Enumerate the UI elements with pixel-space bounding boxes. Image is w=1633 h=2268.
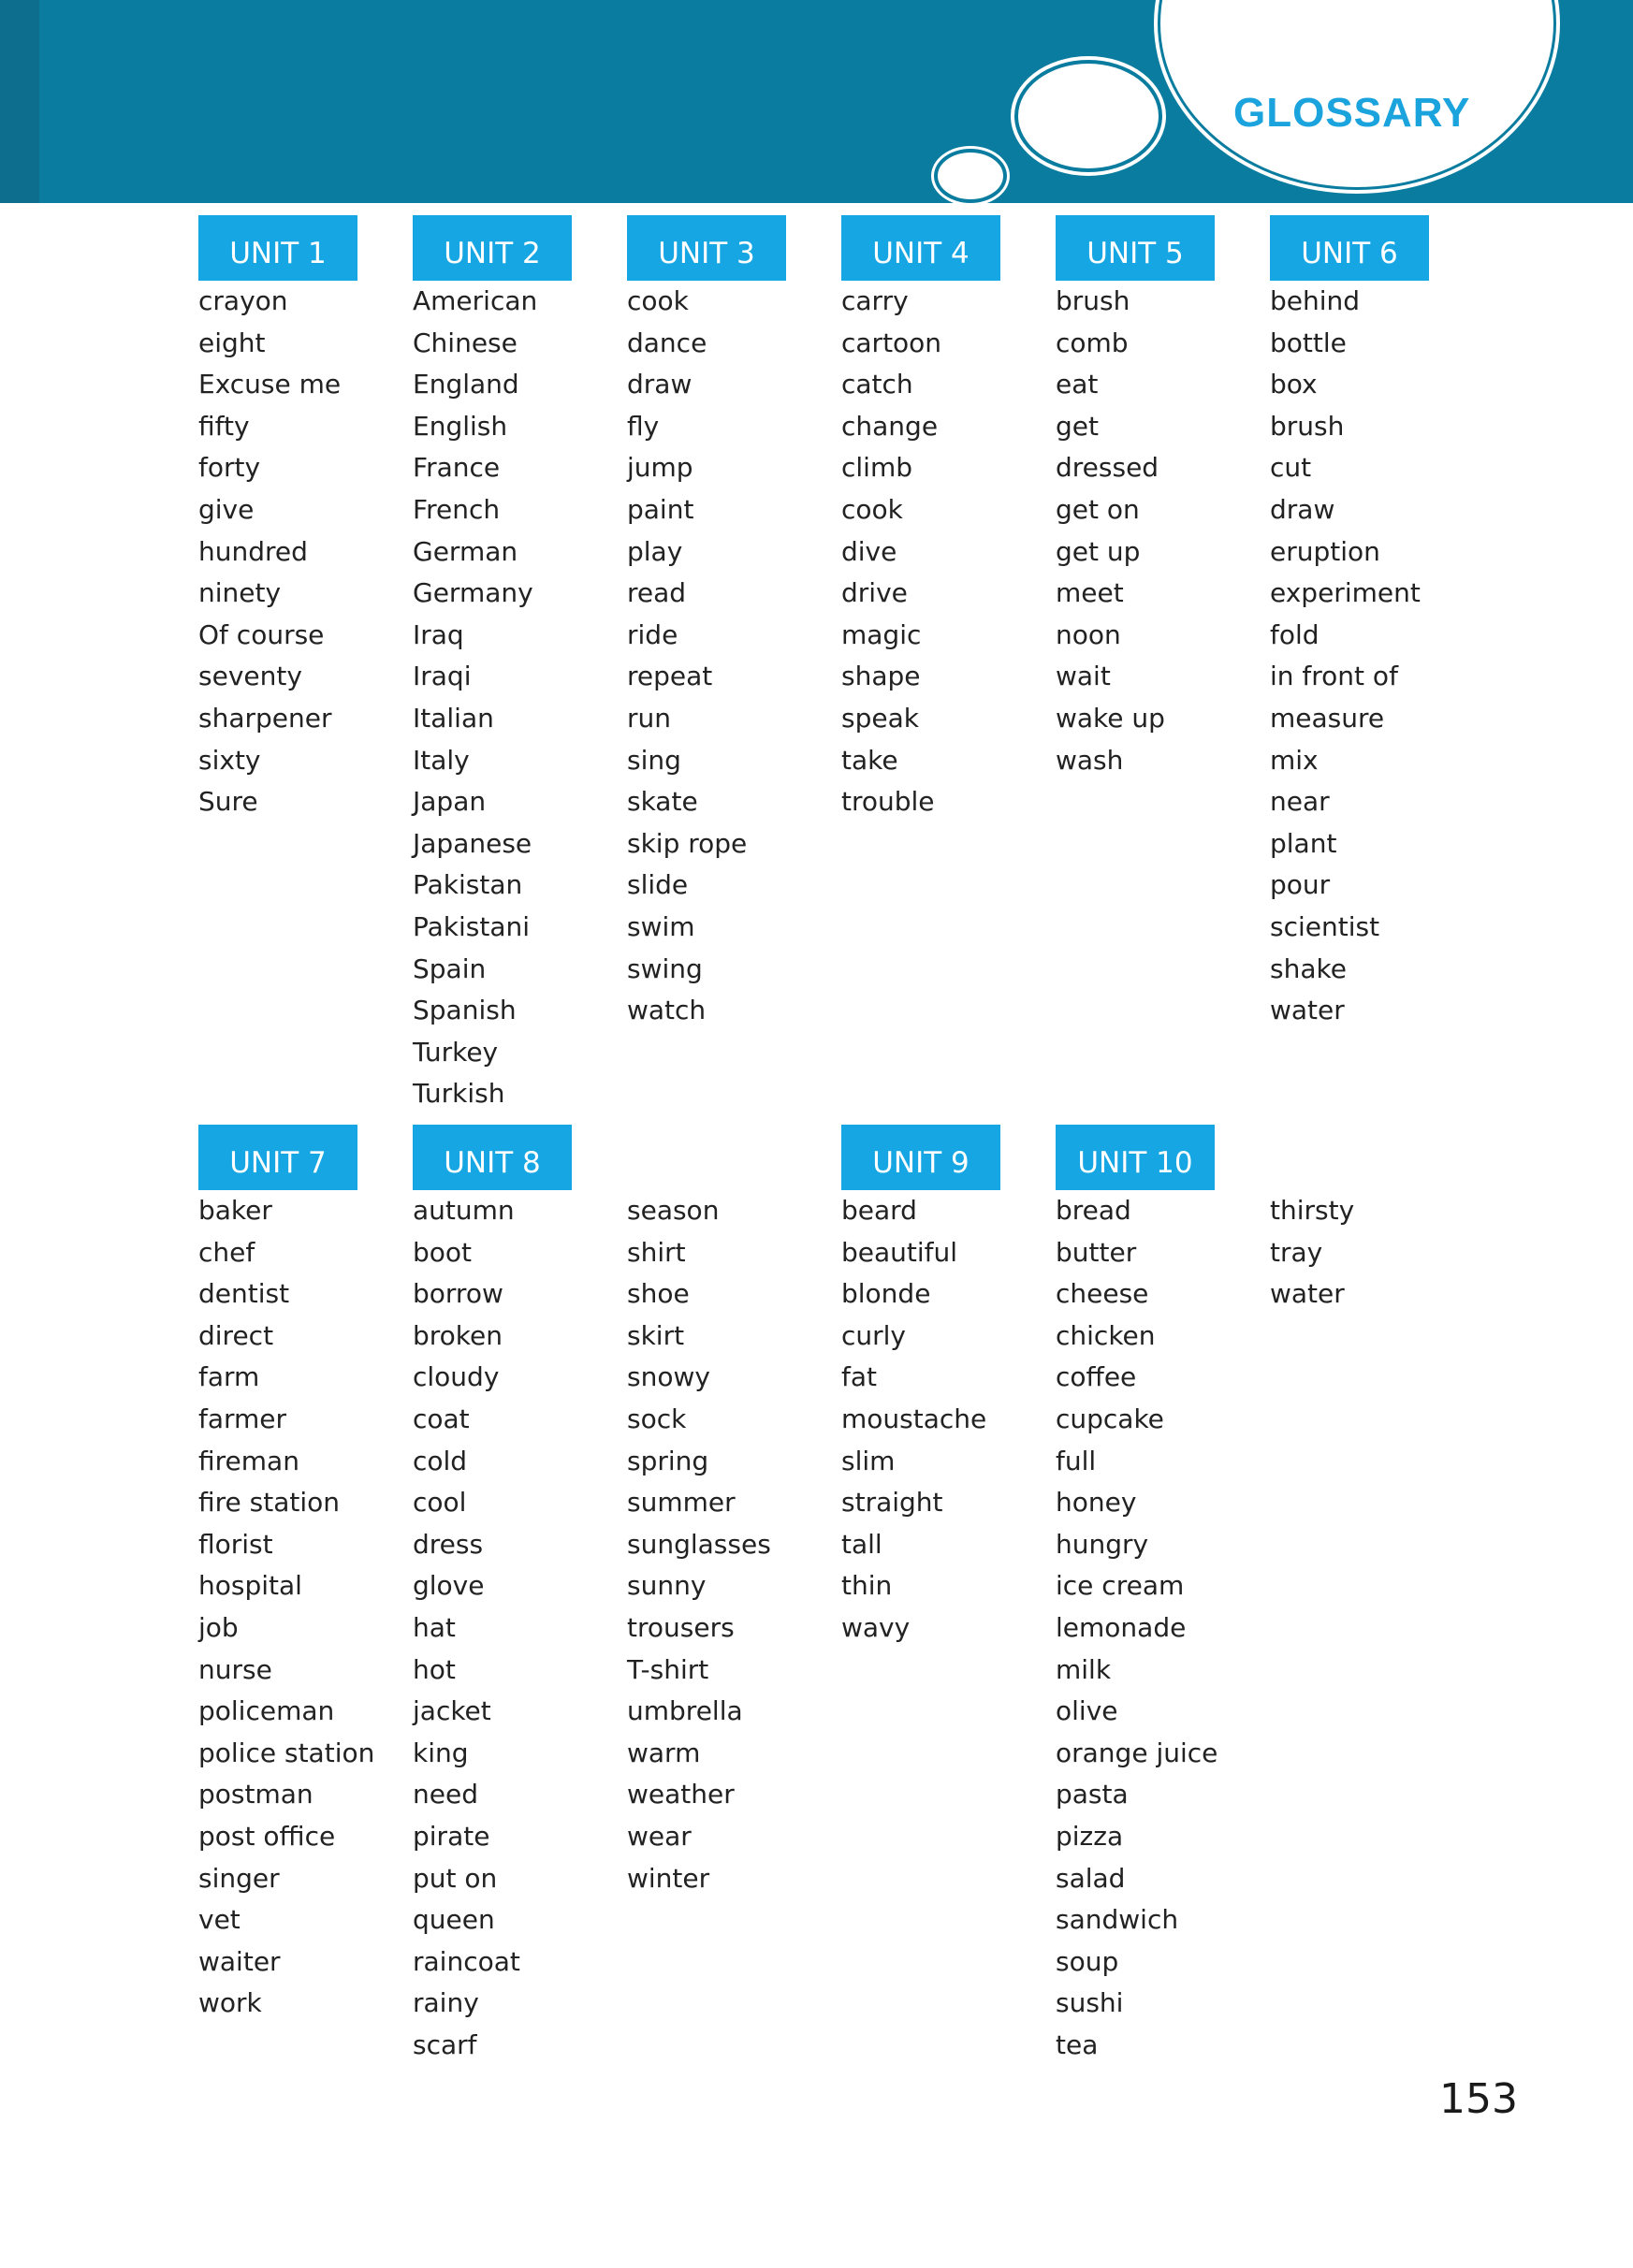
unit-heading: UNIT 3	[627, 215, 786, 281]
glossary-word: jacket	[413, 1695, 491, 1727]
glossary-word: paint	[627, 493, 694, 525]
glossary-word: raincoat	[413, 1945, 520, 1977]
unit-column	[1056, 215, 1257, 785]
glossary-word: moustache	[841, 1403, 987, 1434]
glossary-word: box	[1270, 369, 1318, 400]
glossary-word: hungry	[1056, 1528, 1149, 1560]
glossary-word: pour	[1270, 869, 1331, 901]
glossary-word: hot	[413, 1653, 456, 1685]
glossary-word: plant	[1270, 827, 1337, 859]
glossary-word: fat	[841, 1361, 877, 1393]
glossary-word: glove	[413, 1570, 485, 1602]
glossary-word: direct	[198, 1319, 274, 1351]
glossary-word: coffee	[1056, 1361, 1137, 1393]
glossary-word: waiter	[198, 1945, 281, 1977]
glossary-word: eight	[198, 327, 266, 358]
small-bubble-decoration	[938, 153, 1003, 199]
glossary-word: hospital	[198, 1570, 302, 1602]
glossary-word: water	[1270, 1278, 1345, 1310]
glossary-word: crayon	[198, 285, 288, 316]
glossary-word: get on	[1056, 493, 1140, 525]
glossary-word: full	[1056, 1445, 1097, 1476]
glossary-word: job	[198, 1611, 239, 1643]
glossary-word: dive	[841, 535, 897, 567]
word-list	[627, 284, 828, 1036]
word-list	[198, 1194, 400, 2028]
glossary-word: weather	[627, 1779, 735, 1810]
glossary-word: slide	[627, 869, 689, 901]
glossary-word: need	[413, 1779, 478, 1810]
glossary-word: fire station	[198, 1487, 341, 1519]
glossary-word: Italy	[413, 744, 470, 776]
unit-heading	[1270, 1125, 1429, 1190]
glossary-word: dressed	[1056, 452, 1159, 484]
glossary-word: skirt	[627, 1319, 685, 1351]
glossary-word: pizza	[1056, 1820, 1124, 1852]
glossary-word: sunny	[627, 1570, 707, 1602]
glossary-word: France	[413, 452, 501, 484]
glossary-word: summer	[627, 1487, 736, 1519]
glossary-word: sing	[627, 744, 681, 776]
glossary-word: American	[413, 285, 538, 316]
unit-column	[1270, 215, 1471, 1036]
glossary-word: Italian	[413, 702, 494, 734]
glossary-word: take	[841, 744, 898, 776]
glossary-word: sandwich	[1056, 1904, 1179, 1936]
glossary-word: thin	[841, 1570, 893, 1602]
glossary-word: tea	[1056, 2028, 1099, 2060]
glossary-word: cartoon	[841, 327, 942, 358]
glossary-word: trouble	[841, 786, 935, 818]
unit-heading: UNIT 1	[198, 215, 357, 281]
glossary-word: watch	[627, 995, 707, 1026]
unit-heading: UNIT 8	[413, 1125, 572, 1190]
glossary-word: wash	[1056, 744, 1124, 776]
glossary-word: in front of	[1270, 661, 1398, 692]
unit-heading: UNIT 4	[841, 215, 1000, 281]
glossary-word: eat	[1056, 369, 1099, 400]
glossary-word: English	[413, 410, 508, 442]
word-list	[413, 1194, 614, 2070]
glossary-word: draw	[627, 369, 693, 400]
glossary-word: pasta	[1056, 1779, 1129, 1810]
glossary-word: fold	[1270, 618, 1320, 650]
glossary-word: Iraqi	[413, 661, 472, 692]
unit-heading: UNIT 6	[1270, 215, 1429, 281]
glossary-word: sunglasses	[627, 1528, 771, 1560]
glossary-word: olive	[1056, 1695, 1118, 1727]
glossary-word: snowy	[627, 1361, 710, 1393]
glossary-word: measure	[1270, 702, 1385, 734]
glossary-word: nurse	[198, 1653, 272, 1685]
glossary-word: water	[1270, 995, 1345, 1026]
glossary-word: behind	[1270, 285, 1361, 316]
glossary-word: German	[413, 535, 518, 567]
glossary-word: cloudy	[413, 1361, 500, 1393]
medium-bubble-decoration	[1018, 64, 1159, 168]
glossary-word: run	[627, 702, 672, 734]
glossary-word: king	[413, 1737, 469, 1768]
glossary-word: cool	[413, 1487, 467, 1519]
glossary-word: ride	[627, 618, 678, 650]
glossary-word: umbrella	[627, 1695, 743, 1727]
banner-edge	[0, 0, 39, 203]
glossary-word: Chinese	[413, 327, 518, 358]
unit-column	[841, 1125, 1042, 1653]
glossary-word: butter	[1056, 1236, 1137, 1268]
glossary-word: Sure	[198, 786, 258, 818]
glossary-word: scientist	[1270, 910, 1380, 942]
glossary-word: Turkey	[413, 1036, 499, 1068]
glossary-word: autumn	[413, 1195, 515, 1226]
glossary-word: orange juice	[1056, 1737, 1218, 1768]
glossary-word: chef	[198, 1236, 255, 1268]
glossary-word: sushi	[1056, 1987, 1124, 2019]
glossary-word: Spain	[413, 952, 487, 984]
glossary-word: forty	[198, 452, 261, 484]
glossary-word: work	[198, 1987, 262, 2019]
word-list	[1056, 284, 1257, 785]
glossary-word: Japan	[413, 786, 487, 818]
word-list	[1270, 284, 1471, 1036]
glossary-word: swim	[627, 910, 695, 942]
glossary-word: shirt	[627, 1236, 686, 1268]
unit-column	[198, 215, 400, 827]
glossary-word: farm	[198, 1361, 260, 1393]
glossary-word: post office	[198, 1820, 336, 1852]
glossary-word: honey	[1056, 1487, 1137, 1519]
glossary-word: vet	[198, 1904, 241, 1936]
glossary-word: scarf	[413, 2028, 477, 2060]
glossary-word: near	[1270, 786, 1330, 818]
glossary-word: ninety	[198, 577, 282, 609]
glossary-word: straight	[841, 1487, 943, 1519]
unit-column	[413, 1125, 614, 2070]
glossary-word: seventy	[198, 661, 302, 692]
unit-column	[198, 1125, 400, 2028]
glossary-word: get up	[1056, 535, 1141, 567]
glossary-word: Spanish	[413, 995, 517, 1026]
glossary-word: catch	[841, 369, 913, 400]
glossary-word: fly	[627, 410, 660, 442]
glossary-word: singer	[198, 1862, 280, 1894]
glossary-word: get	[1056, 410, 1099, 442]
glossary-word: Pakistani	[413, 910, 531, 942]
glossary-word: beautiful	[841, 1236, 958, 1268]
glossary-word: thirsty	[1270, 1195, 1355, 1226]
glossary-word: dress	[413, 1528, 484, 1560]
word-list	[627, 1194, 828, 1903]
glossary-word: give	[198, 493, 255, 525]
word-list	[841, 1194, 1042, 1653]
glossary-word: borrow	[413, 1278, 503, 1310]
glossary-word: police station	[198, 1737, 375, 1768]
glossary-word: brush	[1056, 285, 1130, 316]
glossary-word: jump	[627, 452, 693, 484]
glossary-word: dentist	[198, 1278, 290, 1310]
glossary-word: beard	[841, 1195, 917, 1226]
glossary-word: postman	[198, 1779, 313, 1810]
glossary-word: cheese	[1056, 1278, 1149, 1310]
glossary-word: trousers	[627, 1611, 735, 1643]
glossary-word: speak	[841, 702, 919, 734]
glossary-word: warm	[627, 1737, 701, 1768]
glossary-word: bottle	[1270, 327, 1347, 358]
glossary-word: sixty	[198, 744, 261, 776]
glossary-word: Of course	[198, 618, 325, 650]
glossary-word: change	[841, 410, 939, 442]
glossary-word: winter	[627, 1862, 710, 1894]
glossary-word: farmer	[198, 1403, 287, 1434]
unit-heading: UNIT 7	[198, 1125, 357, 1190]
page-number: 153	[1439, 2075, 1518, 2123]
glossary-word: skate	[627, 786, 698, 818]
header-banner	[0, 0, 1633, 203]
unit-heading: UNIT 5	[1056, 215, 1215, 281]
glossary-word: wake up	[1056, 702, 1165, 734]
glossary-word: draw	[1270, 493, 1335, 525]
glossary-word: Iraq	[413, 618, 464, 650]
glossary-word: Turkish	[413, 1078, 505, 1110]
page-title: GLOSSARY	[1233, 90, 1471, 136]
glossary-word: comb	[1056, 327, 1129, 358]
glossary-word: baker	[198, 1195, 272, 1226]
unit-column	[627, 1125, 828, 1903]
glossary-word: experiment	[1270, 577, 1421, 609]
unit-column	[627, 215, 828, 1036]
word-list	[841, 284, 1042, 827]
glossary-word: brush	[1270, 410, 1345, 442]
glossary-word: fireman	[198, 1445, 299, 1476]
glossary-word: florist	[198, 1528, 273, 1560]
glossary-word: cook	[841, 493, 903, 525]
glossary-word: boot	[413, 1236, 473, 1268]
glossary-word: pirate	[413, 1820, 490, 1852]
glossary-word: dance	[627, 327, 707, 358]
unit-column	[413, 215, 614, 1119]
glossary-word: cut	[1270, 452, 1312, 484]
unit-heading: UNIT 9	[841, 1125, 1000, 1190]
glossary-word: drive	[841, 577, 908, 609]
glossary-word: broken	[413, 1319, 503, 1351]
glossary-word: rainy	[413, 1987, 479, 2019]
glossary-word: skip rope	[627, 827, 748, 859]
glossary-word: coat	[413, 1403, 470, 1434]
glossary-word: England	[413, 369, 519, 400]
unit-column	[1270, 1125, 1471, 1319]
glossary-word: tray	[1270, 1236, 1323, 1268]
glossary-word: Excuse me	[198, 369, 342, 400]
glossary-word: play	[627, 535, 683, 567]
glossary-word: fifty	[198, 410, 250, 442]
glossary-word: Germany	[413, 577, 533, 609]
glossary-word: Pakistan	[413, 869, 523, 901]
glossary-word: French	[413, 493, 501, 525]
glossary-word: blonde	[841, 1278, 931, 1310]
glossary-word: Japanese	[413, 827, 532, 859]
glossary-word: repeat	[627, 661, 713, 692]
glossary-word: T-shirt	[627, 1653, 709, 1685]
glossary-word: cupcake	[1056, 1403, 1164, 1434]
unit-column	[841, 215, 1042, 827]
glossary-word: sharpener	[198, 702, 332, 734]
glossary-word: shoe	[627, 1278, 690, 1310]
glossary-word: milk	[1056, 1653, 1112, 1685]
word-list	[1056, 1194, 1257, 2070]
glossary-word: climb	[841, 452, 913, 484]
glossary-word: hat	[413, 1611, 456, 1643]
glossary-word: read	[627, 577, 687, 609]
glossary-word: queen	[413, 1904, 495, 1936]
word-list	[198, 284, 400, 827]
glossary-word: salad	[1056, 1862, 1126, 1894]
glossary-word: meet	[1056, 577, 1124, 609]
glossary-word: cold	[413, 1445, 468, 1476]
glossary-word: wear	[627, 1820, 692, 1852]
glossary-word: season	[627, 1195, 720, 1226]
glossary-word: soup	[1056, 1945, 1119, 1977]
glossary-word: curly	[841, 1319, 907, 1351]
glossary-word: noon	[1056, 618, 1121, 650]
unit-heading	[627, 1125, 786, 1190]
glossary-word: policeman	[198, 1695, 335, 1727]
glossary-word: swing	[627, 952, 703, 984]
glossary-word: slim	[841, 1445, 896, 1476]
word-list	[1270, 1194, 1471, 1319]
glossary-word: eruption	[1270, 535, 1380, 567]
word-list	[413, 284, 614, 1119]
glossary-word: sock	[627, 1403, 687, 1434]
unit-column	[1056, 1125, 1257, 2070]
glossary-word: mix	[1270, 744, 1319, 776]
glossary-word: magic	[841, 618, 922, 650]
glossary-word: wavy	[841, 1611, 911, 1643]
unit-heading: UNIT 2	[413, 215, 572, 281]
glossary-word: cook	[627, 285, 689, 316]
glossary-word: chicken	[1056, 1319, 1156, 1351]
glossary-word: lemonade	[1056, 1611, 1187, 1643]
glossary-word: shake	[1270, 952, 1347, 984]
glossary-word: bread	[1056, 1195, 1131, 1226]
glossary-word: ice cream	[1056, 1570, 1185, 1602]
glossary-word: put on	[413, 1862, 498, 1894]
glossary-word: tall	[841, 1528, 882, 1560]
glossary-word: shape	[841, 661, 921, 692]
glossary-word: hundred	[198, 535, 308, 567]
glossary-word: wait	[1056, 661, 1111, 692]
glossary-word: spring	[627, 1445, 709, 1476]
glossary-word: carry	[841, 285, 909, 316]
unit-heading: UNIT 10	[1056, 1125, 1215, 1190]
